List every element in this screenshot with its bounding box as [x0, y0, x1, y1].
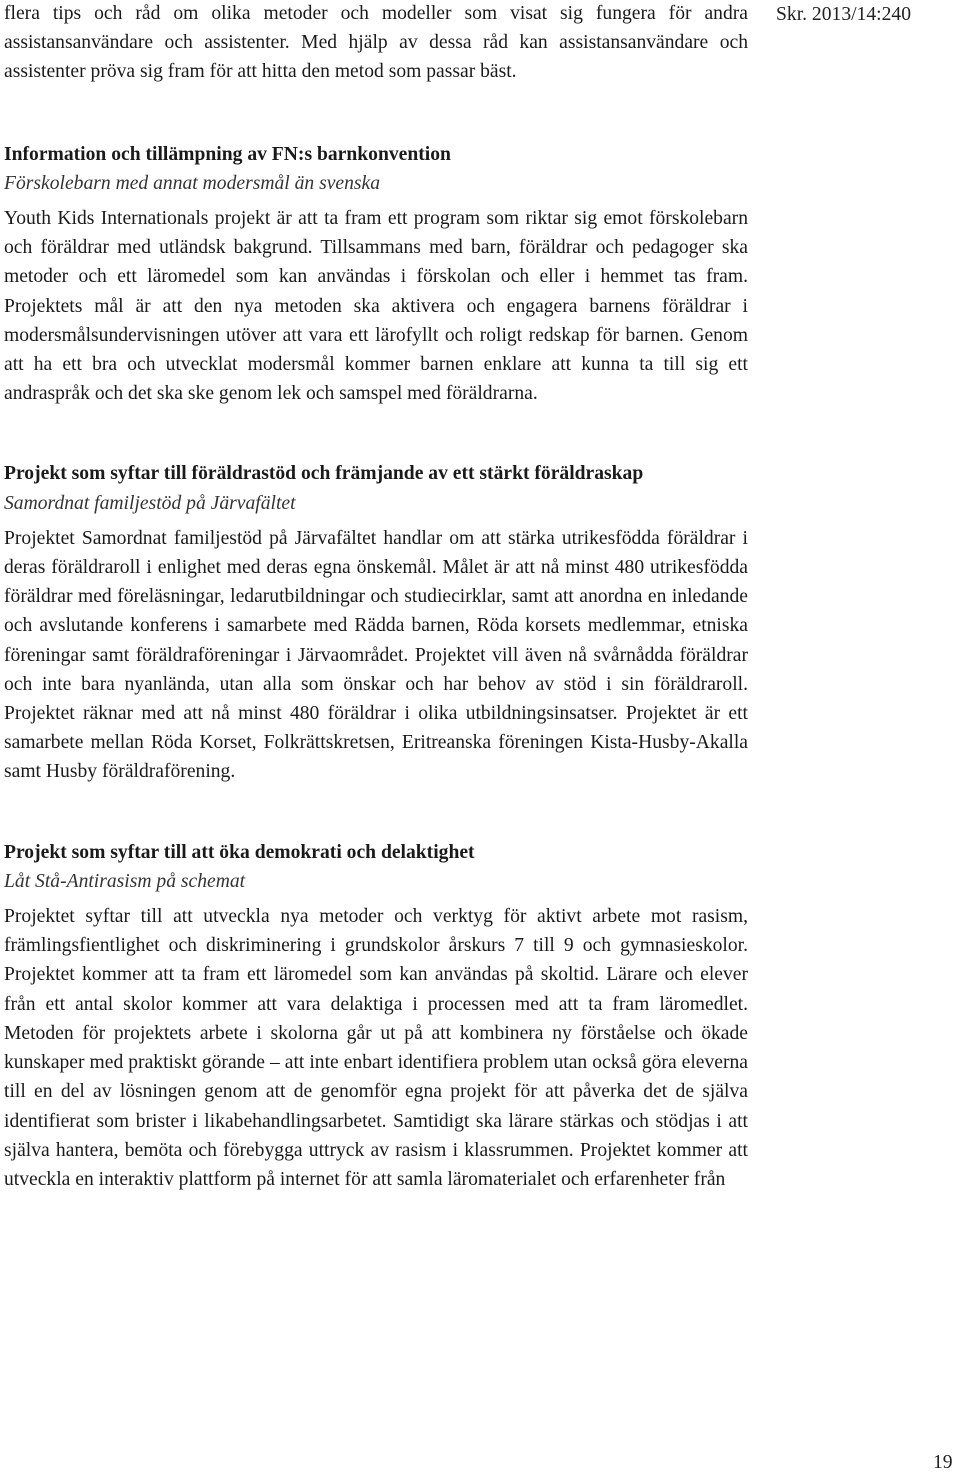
section-foraldrastod — [4, 459, 748, 786]
page-number: 19 — [933, 1452, 953, 1473]
section-body: Projektet syftar till att utveckla nya metoder och verktyg för aktivt arbete mot rasism, främlingsfientlighet och diskriminering i grundskolor årskurs 7 till 9 och gymnasieskolor. Projektet kommer att ta fram ett läromedel som kan användas på skoltid. Lärare och elever från ett antal skolor kommer att vara delaktiga i processen med att ta fram läromedlet. Metoden för projektets arbete i skolorna går ut på att kombinera ny förståelse och ökade kunskaper med praktiskt görande – att inte enbart identifiera problem utan också göra eleverna till en del av lösningen genom att de genomför egna projekt för att påverka det de själva identifierat som brister i likabehandlingsarbetet. Samtidigt ska lärare stärkas och stödjas i att själva hantera, bemöta och förebygga uttryck av rasism i klassrummen. Projektet kommer att utveckla en interaktiv plattform på internet för att samla läromaterialet och erfarenheter från — [4, 906, 748, 1190]
section-demokrati — [4, 838, 748, 1194]
intro-paragraph: flera tips och råd om olika metoder och modeller som visat sig fungera för andra assistansanvändare och assistenter. Med hjälp av dessa råd kan assistansanvändare och assistenter pröva sig fram för att hitta den metod som passar bäst. — [4, 3, 748, 83]
section-barnkonvention — [4, 140, 748, 409]
section-body: Youth Kids Internationals projekt är att ta fram ett program som riktar sig emot förskolebarn och föräldrar med utländsk bakgrund. Tillsammans med barn, föräldrar och pedagoger ska metoder och ett läromedel som kan användas i förskolan och eller i hemmet tas fram. Projektets mål är att den nya metoden ska aktivera och engagera barnens föräldrar i modersmålsundervisningen utöver att vara ett lärofyllt och roligt redskap för barnen. Genom att ha ett bra och utvecklat modersmål kommer barnen enklare att kunna ta till sig ett andraspråk och det ska ske genom lek och samspel med föräldrarna. — [4, 208, 748, 405]
section-heading: Information och tillämpning av FN:s barnkonvention — [4, 143, 451, 165]
section-subheading: Förskolebarn med annat modersmål än svenska — [4, 172, 381, 194]
section-subheading: Låt Stå-Antirasism på schemat — [4, 870, 246, 892]
section-body: Projektet Samordnat familjestöd på Järvafältet handlar om att stärka utrikesfödda föräldrar i deras föräldraroll i enlighet med deras egna önskemål. Målet är att nå minst 480 utrikesfödda föräldrar med föreläsningar, ledarutbildningar och studiecirklar, samt att anordna en inledande och avslutande konferens i samarbete med Rädda barnen, Röda korsets medlemmar, etniska föreningar samt föräldraföreningar i Järvaområdet. Projektet vill även nå svårnådda föräldrar och inte bara nyanlända, utan alla som önskar och har behov av stöd i sin föräldraroll. Projektet räknar med att nå minst 480 föräldrar i olika utbildningsinsatser. Projektet är ett samarbete mellan Röda Korset, Folkrättskretsen, Eritreanska föreningen Kista-Husby-Akalla samt Husby föräldraförening. — [4, 527, 748, 783]
document-reference: Skr. 2013/14:240 — [776, 4, 911, 25]
main-text-column — [4, 0, 748, 1194]
section-subheading: Samordnat familjestöd på Järvafältet — [4, 492, 296, 514]
section-heading: Projekt som syftar till att öka demokrati och delaktighet — [4, 841, 475, 863]
section-heading: Projekt som syftar till föräldrastöd och främjande av ett stärkt föräldraskap — [4, 463, 644, 485]
